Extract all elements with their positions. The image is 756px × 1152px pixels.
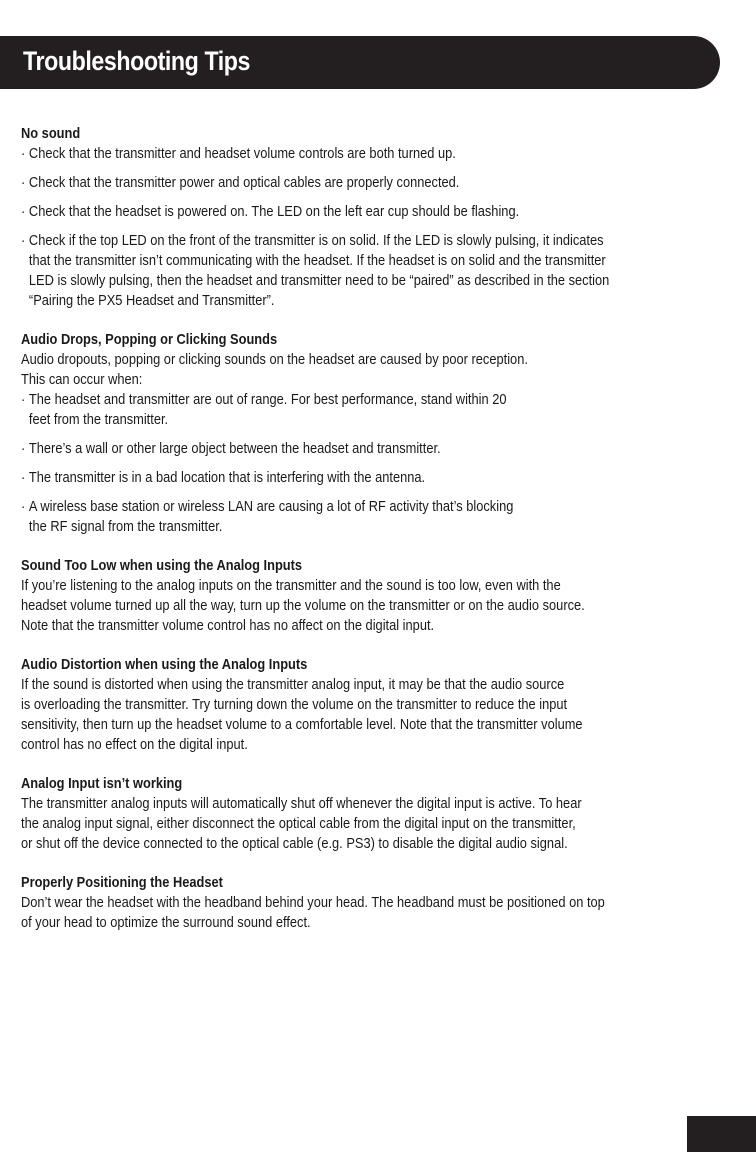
section-heading: Audio Drops, Popping or Clicking Sounds: [21, 332, 278, 348]
bullet-icon: ·: [21, 470, 26, 486]
paragraph-line: sensitivity, then turn up the headset volume to a comfortable level. Note that the transmitter volume: [21, 717, 583, 733]
section-heading: Analog Input isn’t working: [21, 776, 183, 792]
bullet-icon: ·: [21, 175, 26, 191]
paragraph-line: If the sound is distorted when using the transmitter analog input, it may be that the audio source: [21, 677, 565, 693]
bullet-icon: ·: [21, 233, 26, 249]
paragraph-line: Don’t wear the headset with the headband behind your head. The headband must be positioned on top: [21, 895, 605, 911]
bullet-text: that the transmitter isn’t communicating with the headset. If the headset is on solid and the transmitter: [28, 253, 606, 269]
paragraph-line: is overloading the transmitter. Try turning down the volume on the transmitter to reduce the input: [21, 697, 568, 713]
header-bar: [0, 36, 720, 89]
bullet-text: Check that the transmitter and headset volume controls are both turned up.: [28, 146, 456, 162]
paragraph-line: headset volume turned up all the way, turn up the volume on the transmitter or on the audio source.: [21, 598, 585, 614]
paragraph-line: Audio dropouts, popping or clicking sounds on the headset are caused by poor reception.: [21, 352, 528, 368]
paragraph-line: This can occur when:: [21, 372, 143, 388]
list-item: [21, 497, 644, 537]
section-intro: [21, 350, 644, 390]
list-item: [21, 144, 644, 164]
bullet-icon: ·: [21, 441, 26, 457]
bullet-text: the RF signal from the transmitter.: [28, 519, 223, 535]
bullet-text: “Pairing the PX5 Headset and Transmitter”.: [28, 293, 275, 309]
bullet-text: A wireless base station or wireless LAN are causing a lot of RF activity that’s blocking: [28, 499, 514, 515]
bullet-text: The headset and transmitter are out of range. For best performance, stand within 20: [28, 392, 507, 408]
paragraph-line: The transmitter analog inputs will automatically shut off whenever the digital input is active. To hear: [21, 796, 582, 812]
section-analog-input: [21, 774, 729, 854]
page-title: Troubleshooting Tips: [23, 46, 251, 76]
paragraph-line: Note that the transmitter volume control has no affect on the digital input.: [21, 618, 435, 634]
bullet-icon: ·: [21, 499, 26, 515]
section-audio-drops: [21, 330, 729, 537]
section-heading: Properly Positioning the Headset: [21, 875, 223, 891]
page-corner-tab: [687, 1116, 756, 1152]
section-no-sound: [21, 124, 729, 311]
list-item: [21, 173, 644, 193]
section-heading: No sound: [21, 126, 81, 142]
bullet-text: Check if the top LED on the front of the transmitter is on solid. If the LED is slowly pulsing, it indicates: [28, 233, 604, 249]
section-sound-too-low: [21, 556, 729, 636]
section-audio-distortion: [21, 655, 729, 755]
paragraph-line: the analog input signal, either disconnect the optical cable from the digital input on the transmitter,: [21, 816, 576, 832]
list-item: [21, 231, 644, 311]
bullet-text: feet from the transmitter.: [28, 412, 169, 428]
list-item: [21, 439, 644, 459]
bullet-icon: ·: [21, 204, 26, 220]
list-item: [21, 468, 644, 488]
list-item: [21, 390, 644, 430]
section-heading: Audio Distortion when using the Analog Inputs: [21, 657, 308, 673]
section-paragraph: [21, 576, 644, 636]
paragraph-line: of your head to optimize the surround sound effect.: [21, 915, 311, 931]
list-item: [21, 202, 644, 222]
bullet-icon: ·: [21, 392, 26, 408]
bullet-text: LED is slowly pulsing, then the headset and transmitter need to be “paired” as described in the section: [28, 273, 610, 289]
bullet-icon: ·: [21, 146, 26, 162]
bullet-text: Check that the headset is powered on. The LED on the left ear cup should be flashing.: [28, 204, 520, 220]
bullet-text: There’s a wall or other large object between the headset and transmitter.: [28, 441, 441, 457]
bullet-text: The transmitter is in a bad location that is interfering with the antenna.: [28, 470, 426, 486]
section-positioning: [21, 873, 729, 933]
paragraph-line: control has no effect on the digital input.: [21, 737, 248, 753]
section-paragraph: [21, 893, 644, 933]
section-paragraph: [21, 794, 644, 854]
document-body: [21, 124, 729, 952]
paragraph-line: or shut off the device connected to the optical cable (e.g. PS3) to disable the digital audio signal.: [21, 836, 568, 852]
paragraph-line: If you’re listening to the analog inputs on the transmitter and the sound is too low, even with the: [21, 578, 561, 594]
bullet-text: Check that the transmitter power and optical cables are properly connected.: [28, 175, 460, 191]
section-paragraph: [21, 675, 644, 755]
section-heading: Sound Too Low when using the Analog Inputs: [21, 558, 303, 574]
